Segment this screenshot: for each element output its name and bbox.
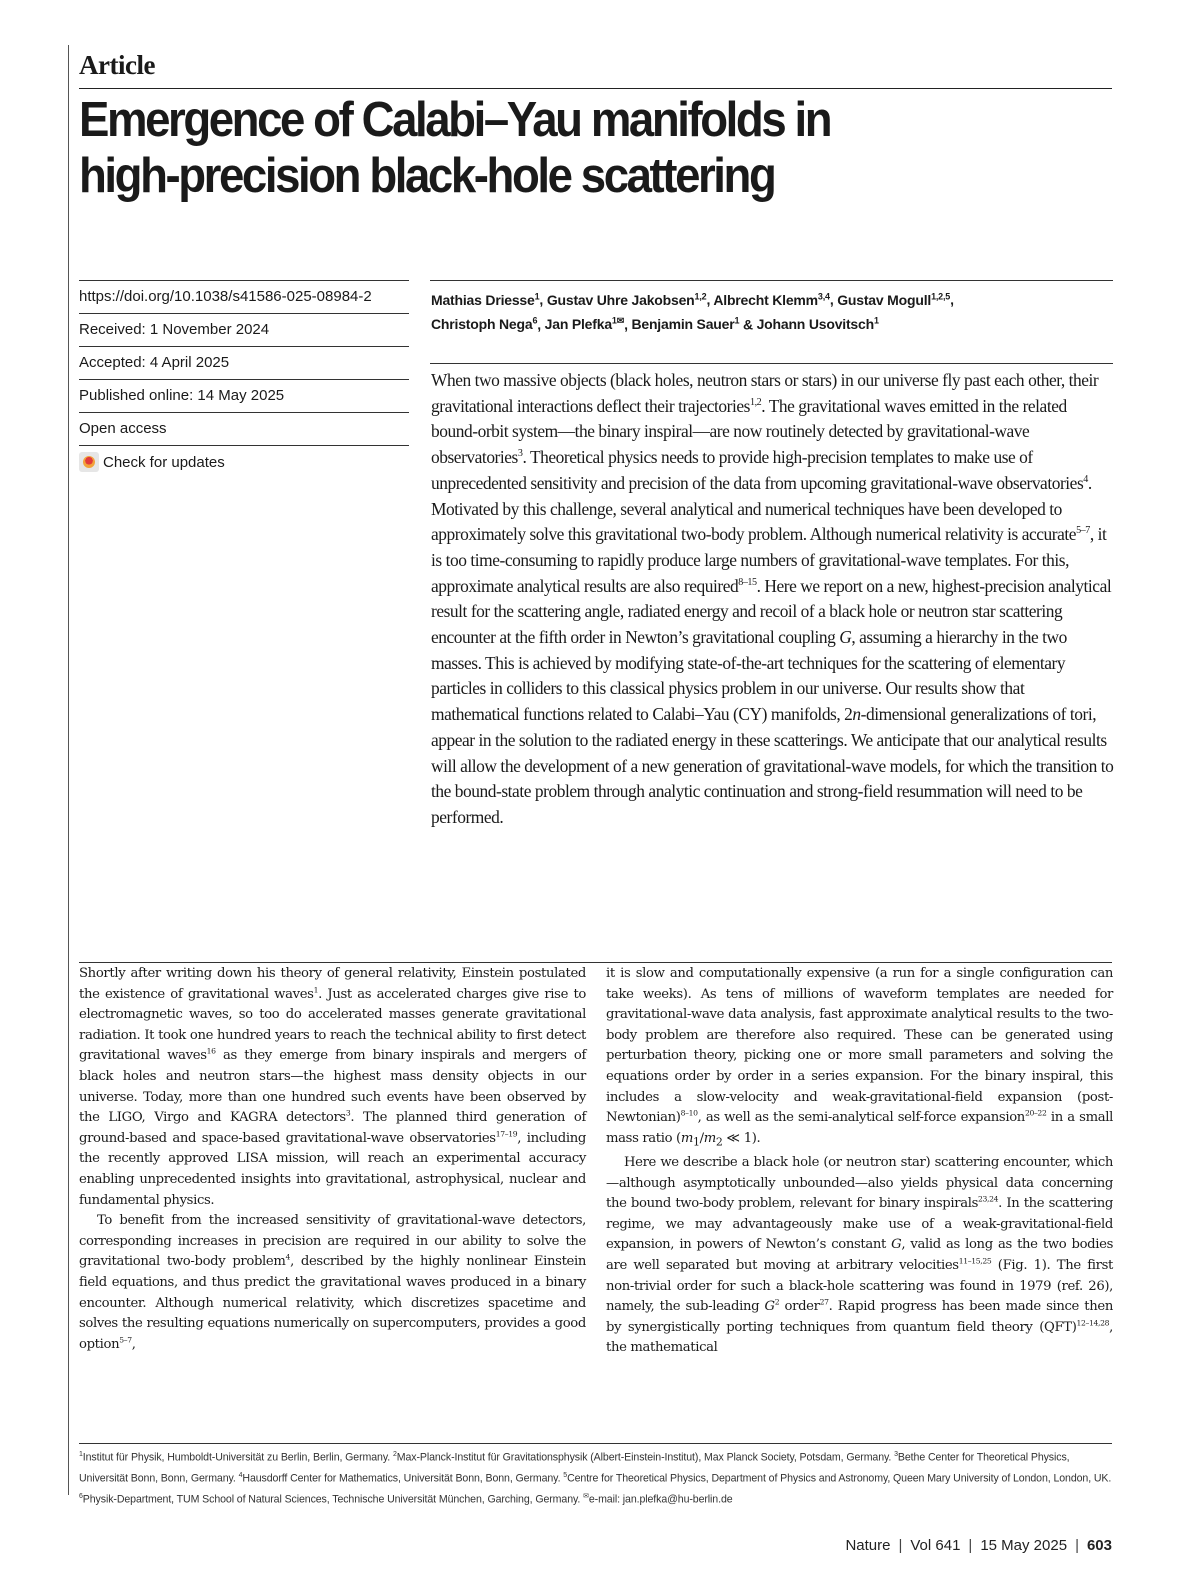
paragraph: Shortly after writing down his theory of general relativity, Einstein postulated the existence of gravitational waves$^1$. Just as accelerated charges give rise to electromagnetic waves, so too do accelerated masses generate gravitational radiation. It took one hundred years to reach the technical ability to first detect gravitational waves$^{16}$ as they emerge from binary inspirals and mergers of black holes and neutron stars—the highest mass density objects in our universe. Today, more than one hundred such events have been observed by the LIGO, Virgo and KAGRA detectors$^3$. The planned third generation of ground-based and space-based gravitational-wave observatories$^{17-19}$, including the recently approved LISA mission, will reach an experimental accuracy enabling unprecedented insights into gravitational, astrophysical, nuclear and fundamental physics. — [79, 966, 587, 1208]
citation[interactable]: 23,24 — [978, 1194, 999, 1204]
abstract: When two massive objects (black holes, neutron stars or stars) in our universe fly past each other, their gravitational interactions deflect their trajectories$^{1,2}$. The gravitational waves emitted in the related bound-orbit system—the binary inspiral—are now routinely detected by gravitational-wave observatories$^3$. Theoretical physics needs to provide high-precision templates to make use of unprecedented sensitivity and precision of the data from upcoming gravitational-wave observatories$^4$. Motivated by this challenge, several analytical and numerical techniques have been developed to approximately solve this gravitational two-body problem. Although numerical relativity is accurate$^{5-7}$, it is too time-consuming to rapidly produce large numbers of gravitational-wave templates. For this, approximate analytical results are also required$^{8-15}$. Here we report on a new, highest-precision analytical result for the scattering angle, radiated energy and recoil of a black hole or neutron star scattering encounter at the fifth order in Newton’s gravitational coupling G, assuming a hierarchy in the two masses. This is achieved by modifying state-of-the-art techniques for the scattering of elementary particles in colliders to this classical physics problem in our universe. Our results show that mathematical functions related to Calabi–Yau (CY) manifolds, 2n-dimensional generalizations of tori, appear in the solution to the radiated energy in these scatterings. We anticipate that our analytical results will allow the development of a new generation of gravitational-wave models, for which the transition to the bound-state problem through analytic continuation and strong-field resummation will need to be performed. — [431, 370, 1114, 827]
doi-link[interactable]: https://doi.org/10.1038/s41586-025-08984-2 — [79, 280, 409, 313]
citation[interactable]: 1,2 — [749, 396, 762, 408]
left-margin-rule — [68, 45, 69, 1495]
citation[interactable]: 3 — [345, 1108, 351, 1118]
body-column-left — [79, 964, 586, 1355]
citation[interactable]: 17–19 — [495, 1129, 518, 1139]
title-line-2: high-precision black-hole scattering — [79, 149, 775, 203]
paragraph: it is slow and computationally expensive (a run for a single configuration can take weeks). As tens of millions of waveform templates are needed for gravitational-wave data analysis, fast approximate analytical results to the two-body problem are therefore also required. These can be generated using perturbation theory, picking one or more small parameters and solving the equations order by order in a series expansion. For the binary inspiral, this includes a slow-velocity and weak-gravitational-field expansion (post-Newtonian)$^{8-10}$, as well as the semi-analytical self-force expansion$^{20-22}$ in a small mass ratio ($m_1/m_2$ ≪ 1). — [606, 966, 1113, 1149]
open-access-label: Open access — [79, 412, 409, 445]
author[interactable]: Benjamin Sauer$^1$ — [631, 315, 740, 333]
body-divider — [79, 962, 1112, 963]
citation[interactable]: 1 — [313, 985, 319, 995]
citation[interactable]: 16 — [206, 1046, 216, 1056]
author[interactable]: Mathias Driesse$^1$ — [431, 291, 540, 308]
article-title — [79, 92, 1046, 204]
published-date: Published online: 14 May 2025 — [79, 379, 409, 412]
email-link[interactable]: e-mail: jan.plefka@hu-berlin.de — [588, 1493, 733, 1506]
citation[interactable]: 4 — [285, 1252, 291, 1262]
article-metadata — [79, 280, 409, 478]
citation[interactable]: 8–10 — [680, 1108, 698, 1118]
paragraph: Here we describe a black hole (or neutron star) scattering encounter, which—although asymptotically unbounded—also yields physical data concerning the bound two-body problem, relevant for binary inspirals$^{23,24}$. In the scattering regime, we may advantageously make use of a weak-gravitational-field expansion, in powers of Newton’s constant G, valid as long as the two bodies are well separated but moving at arbitrary velocities$^{11-15,25}$ (Fig. 1). The first non-trivial order for such a black-hole scattering was found in 1979 (ref. 26), namely, the sub-leading $G^2$ order$^{27}$. Rapid progress has been made since then by synergistically porting techniques from quantum field theory (QFT)$^{12-14,28}$, the mathematical — [606, 1154, 1113, 1356]
journal-name: Nature — [845, 1537, 891, 1554]
received-date: Received: 1 November 2024 — [79, 313, 409, 346]
volume: Vol 641 — [910, 1537, 961, 1554]
author-list: Mathias Driesse$^1$, Gustav Uhre Jakobsen$^{1,2}$, Albrecht Klemm$^{3,4}$, Gustav Mogull$^{1,2,5}$, Christoph Nega$^6$, Jan Plefka$^{1✉}$, Benjamin Sauer$^1$ & Johann Usovitsch$^1$ — [431, 291, 954, 333]
issue-date: 15 May 2025 — [980, 1537, 1068, 1554]
crossmark-icon — [79, 452, 99, 472]
envelope-icon: ✉ — [583, 1493, 589, 1501]
check-for-updates-label: Check for updates — [103, 453, 225, 471]
author[interactable]: Jan Plefka$^{1✉}$ — [544, 315, 625, 333]
author[interactable]: Albrecht Klemm$^{3,4}$ — [713, 291, 830, 308]
citation[interactable]: 11–15,25 — [958, 1256, 992, 1266]
author[interactable]: Gustav Mogull$^{1,2,5}$ — [837, 291, 951, 308]
citation[interactable]: 8–15 — [738, 576, 757, 588]
citation[interactable]: 4 — [1083, 474, 1088, 486]
accepted-date: Accepted: 4 April 2025 — [79, 346, 409, 379]
check-for-updates-button[interactable] — [79, 445, 409, 478]
article-type-label: Article — [79, 50, 155, 80]
author[interactable]: Gustav Uhre Jakobsen$^{1,2}$ — [546, 291, 707, 308]
citation[interactable]: 20–22 — [1024, 1108, 1047, 1118]
body-column-right — [606, 964, 1113, 1359]
title-line-1: Emergence of Calabi–Yau manifolds in — [79, 93, 831, 147]
author[interactable]: Christoph Nega$^6$ — [431, 315, 538, 333]
abstract-divider — [430, 363, 1113, 364]
authors-divider — [430, 280, 1113, 281]
header-divider — [79, 88, 1112, 89]
paragraph: To benefit from the increased sensitivity of gravitational-wave detectors, corresponding increases in precision are required in our ability to solve the gravitational two-body problem$^4$, described by the highly nonlinear Einstein field equations, and thus predict the gravitational waves produced in a binary encounter. Although numerical relativity, which discretizes spacetime and solves the resulting equations numerically on supercomputers, provides a good option$^{5-7}$, — [79, 1213, 586, 1352]
citation[interactable]: 5–7 — [119, 1335, 132, 1345]
affiliations: $^1$Institut für Physik, Humboldt-Universität zu Berlin, Berlin, Germany. $^2$Max-Planck-Institut für Gravitationsphysik (Albert-Einstein-Institut), Max Planck Society, Potsdam, Germany. $^3$Bethe Center for Theoretical Physics, Universität Bonn, Bonn, Germany. $^4$Hausdorff Center for Mathematics, Universität Bonn, Bonn, Germany. $^5$Centre for Theoretical Physics, Department of Physics and Astronomy, Queen Mary University of London, London, UK. $^6$Physik-Department, TUM School of Natural Sciences, Technische Universität München, Garching, Germany. ✉e-mail: jan.plefka@hu-berlin.de — [79, 1451, 1112, 1506]
author[interactable]: Johann Usovitsch$^1$ — [756, 315, 879, 333]
page-number: 603 — [1086, 1537, 1112, 1554]
citation[interactable]: 5–7 — [1076, 525, 1090, 537]
citation[interactable]: 12–14,28 — [1076, 1318, 1110, 1328]
affiliations-divider — [79, 1443, 1112, 1444]
citation[interactable]: 3 — [517, 448, 523, 460]
page-footer: Nature | Vol 641 | 15 May 2025 | 603 — [845, 1537, 1112, 1554]
citation[interactable]: 27 — [819, 1297, 829, 1307]
